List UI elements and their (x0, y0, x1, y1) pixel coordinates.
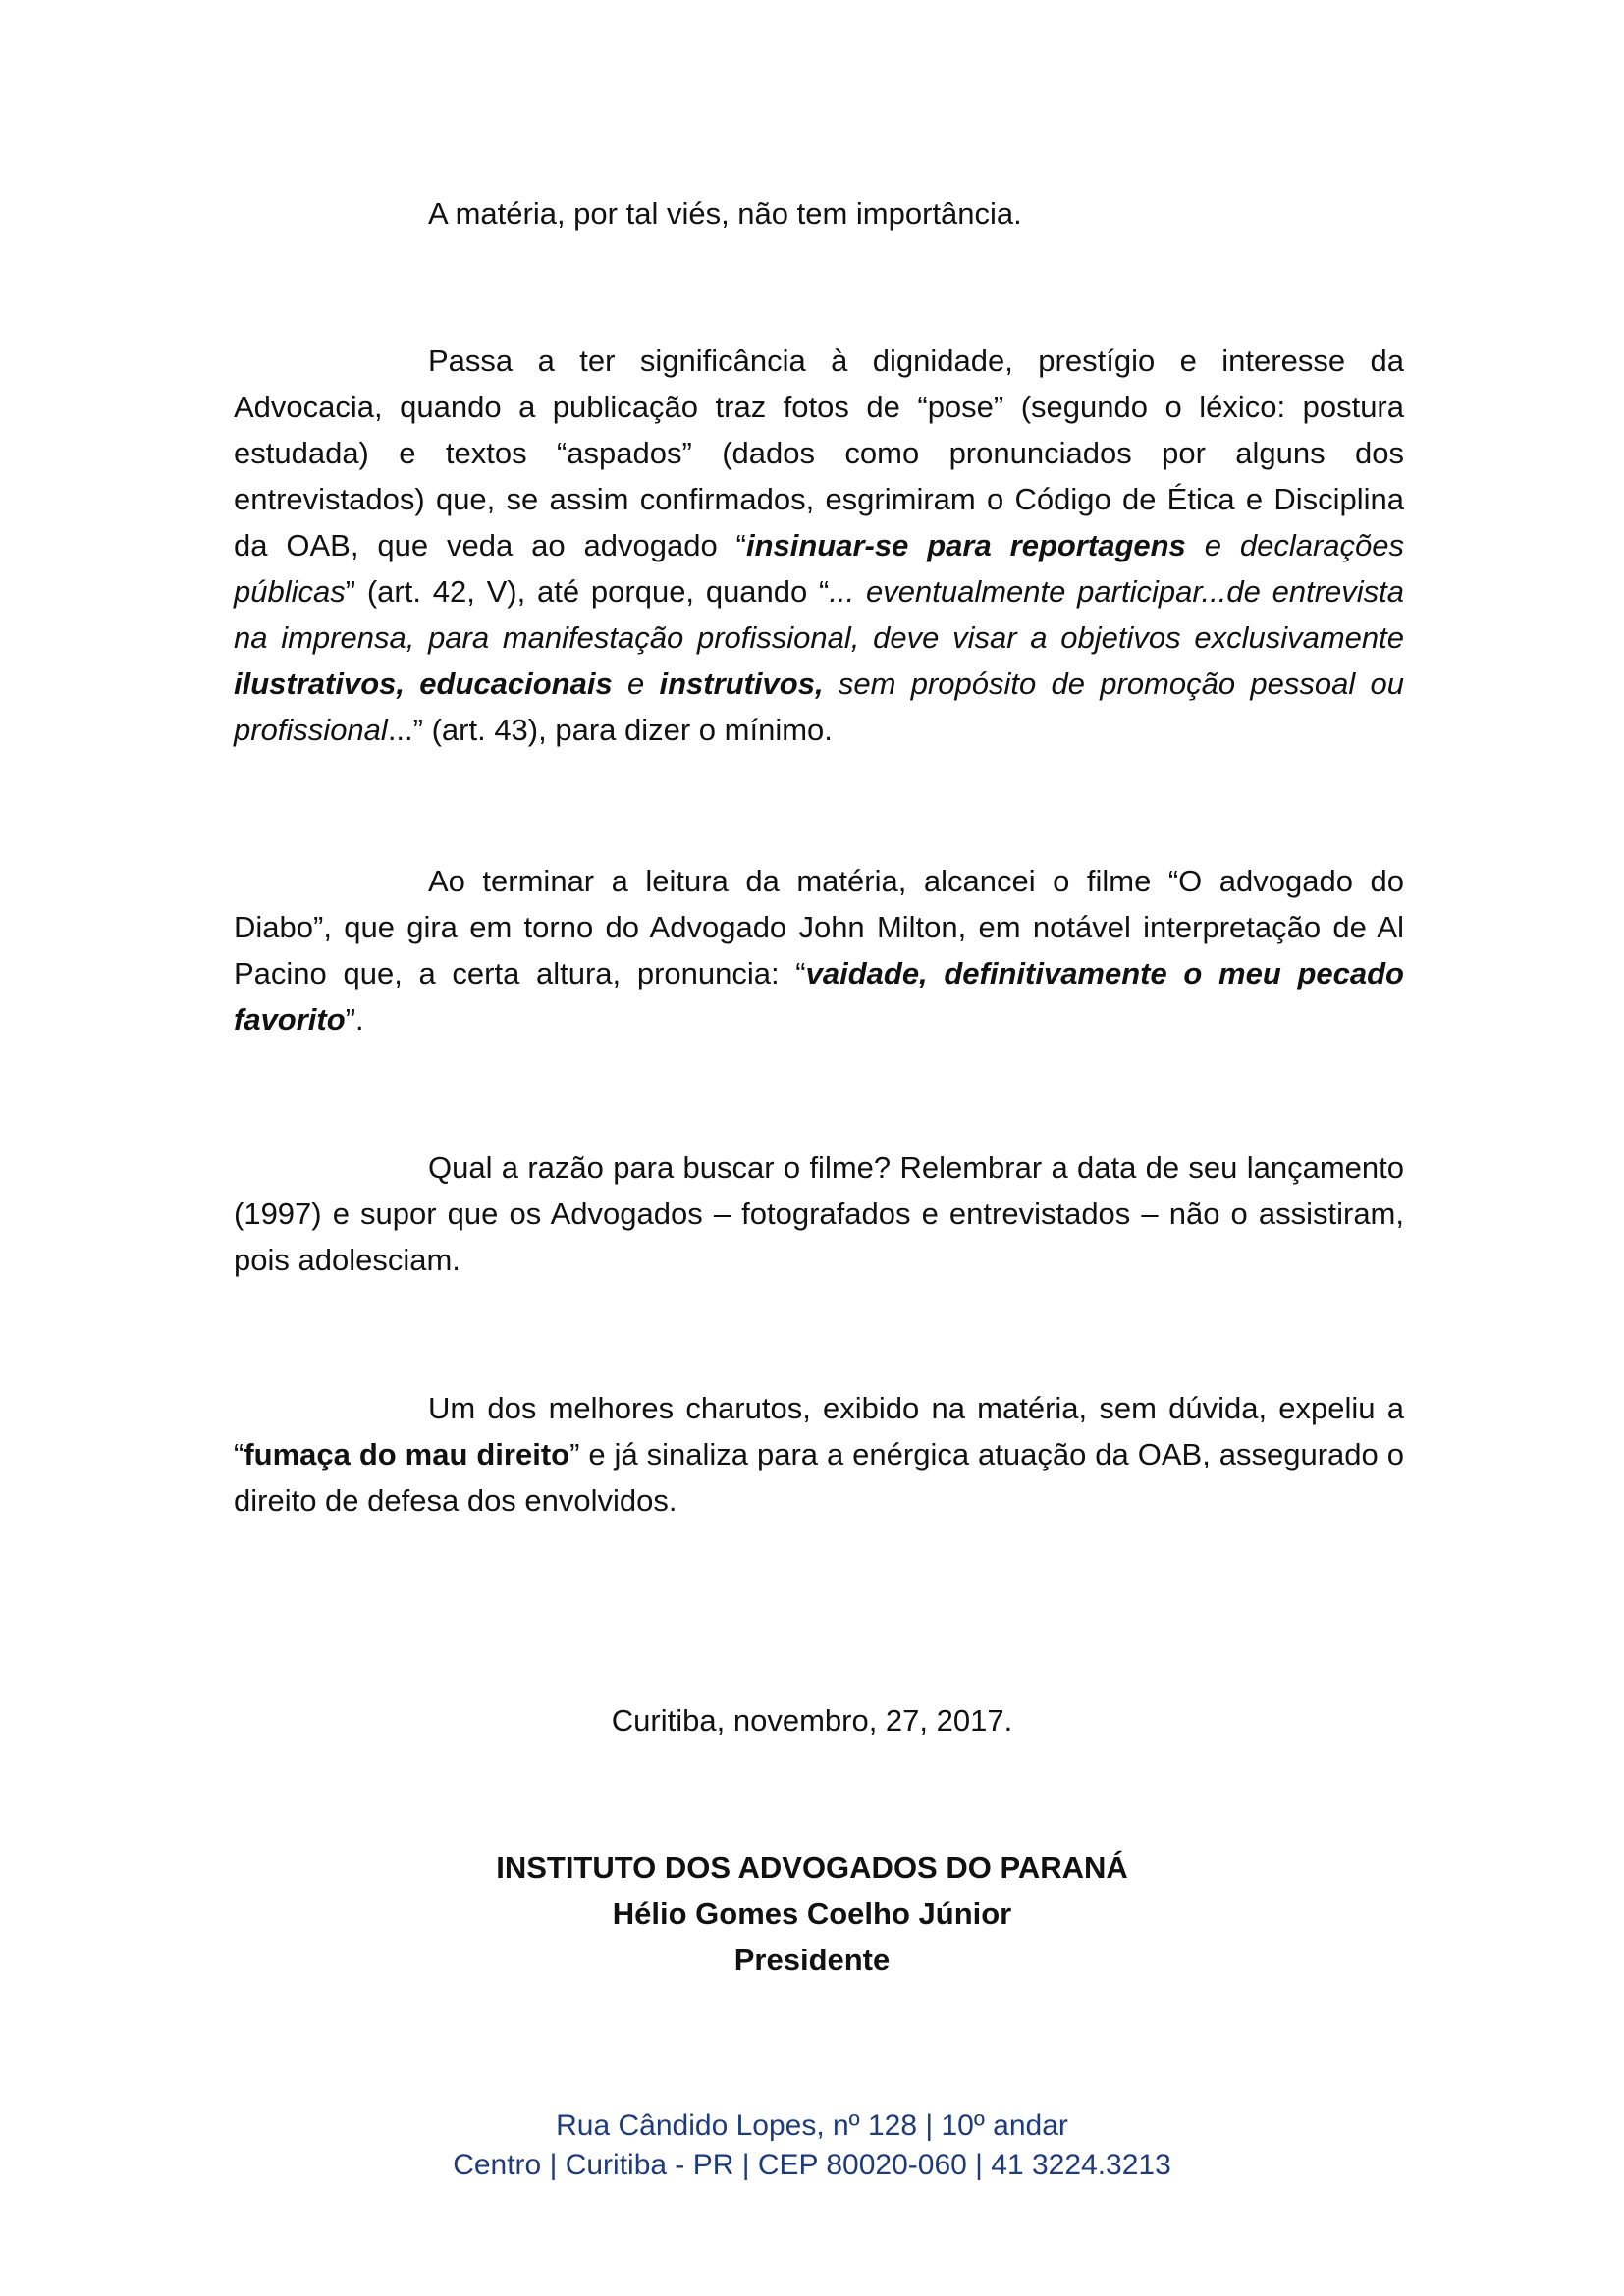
paragraph-4 (234, 1145, 1404, 1283)
paragraph-2-italic-proposito: sem propósito de promoção pessoal ou profissional (234, 667, 1404, 747)
date-line: Curitiba, novembro, 27, 2017. (611, 1703, 1013, 1737)
signature-name: Hélio Gomes Coelho Júnior (612, 1896, 1012, 1931)
paragraph-4-text: Qual a razão para buscar o filme? Relembrar a data de seu lançamento (1997) e supor que os Advogados – fotografados e entrevistados – não o assistiram, pois adolesciam. (234, 1150, 1404, 1277)
paragraph-5-emphasis-fumaca: fumaça do mau direito (244, 1437, 570, 1471)
paragraph-2-italic-declaracoes: e declarações públicas (234, 528, 1405, 609)
paragraph-2-text-art43: ...” (art. 43), para dizer o mínimo. (387, 713, 833, 747)
paragraph-2-emphasis-reportagens: insinuar-se para reportagens (745, 528, 1186, 562)
paragraph-5-text-end: ” e já sinaliza para a enérgica atuação da OAB, assegurado o direito de defesa dos envolvidos. (234, 1437, 1404, 1518)
paragraph-1-text: A matéria, por tal viés, não tem importância. (428, 196, 1022, 231)
paragraph-5-text: Um dos melhores charutos, exibido na matéria, sem dúvida, expeliu a “ (234, 1391, 1404, 1471)
paragraph-2-text: Passa a ter significância à dignidade, prestígio e interesse da Advocacia, quando a publicação traz fotos de “pose” (segundo o léxico: postura estudada) e textos “aspados” (dados como pronunciados por alguns dos entrevistados) que, se assim confirmados, esgrimiram o Código de Ética e Disciplina da OAB, que veda ao advogado “ (234, 344, 1404, 562)
footer-contact: Centro | Curitiba - PR | CEP 80020-060 | 41 3224.3213 (453, 2149, 1171, 2181)
paragraph-3-emphasis-quote: vaidade, definitivamente o meu pecado favorito (234, 956, 1404, 1037)
footer-address: Rua Cândido Lopes, nº 128 | 10º andar (556, 2109, 1068, 2142)
paragraph-2-emphasis-instrutivos: instrutivos, (659, 667, 824, 701)
paragraph-5 (234, 1385, 1404, 1523)
paragraph-3-text: Ao terminar a leitura da matéria, alcancei o filme “O advogado do Diabo”, que gira em torno do Advogado John Milton, em notável interpretação de Al Pacino que, a certa altura, pronuncia: “ (234, 864, 1404, 990)
paragraph-2-italic-quote: ... eventualmente participar...de entrevista na imprensa, para manifestação profissional, deve visar a objetivos exclusivamente (234, 574, 1405, 655)
paragraph-2 (234, 338, 1404, 753)
paragraph-2-text-art42: ” (art. 42, V), até porque, quando “ (345, 574, 830, 609)
paragraph-3-text-end: ”. (345, 1002, 364, 1037)
signature-title: Presidente (733, 1943, 891, 1977)
paragraph-1 (234, 190, 1404, 237)
signature-organization: INSTITUTO DOS ADVOGADOS DO PARANÁ (496, 1850, 1128, 1885)
paragraph-2-italic-e: e (612, 667, 660, 701)
paragraph-2-emphasis-ilustrativos: ilustrativos, educacionais (234, 667, 613, 701)
paragraph-3 (234, 858, 1404, 1042)
